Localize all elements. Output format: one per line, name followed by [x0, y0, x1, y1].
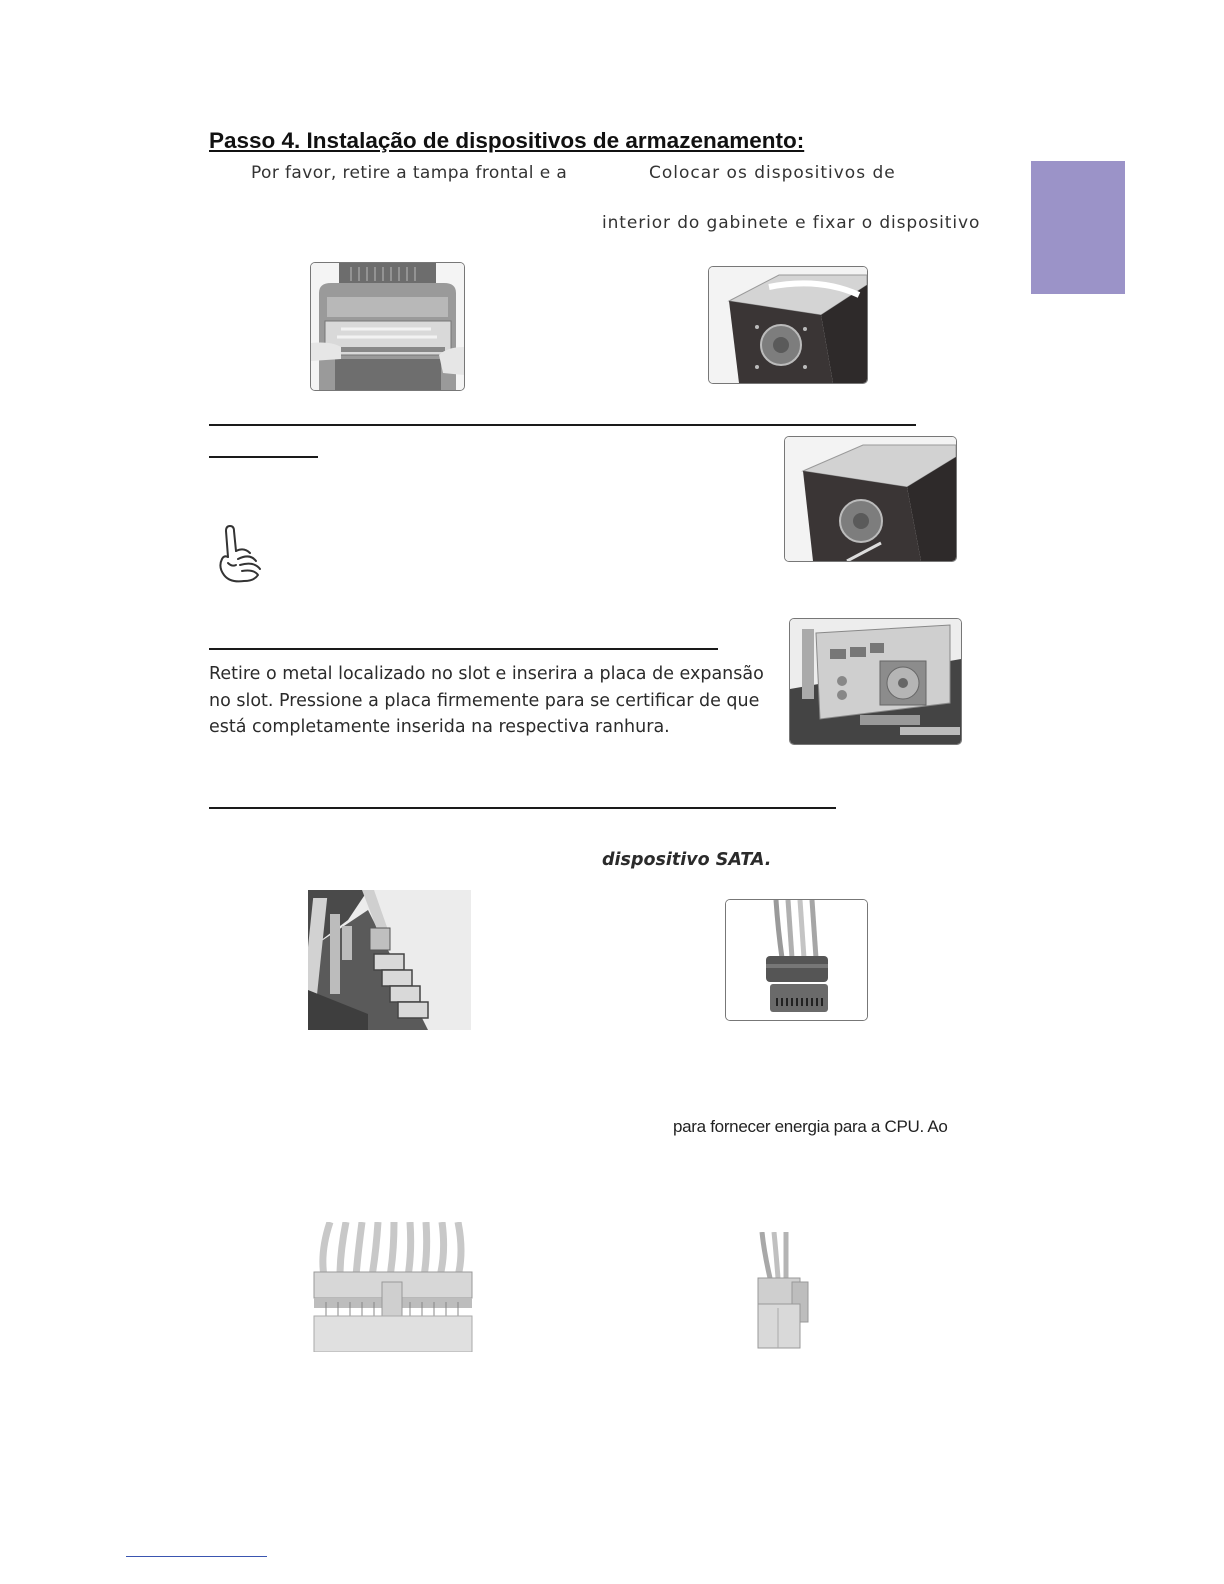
chassis-screw-image — [784, 436, 957, 562]
intro-left-text: Por favor, retire a tampa frontal e a — [251, 163, 568, 183]
cpu-power-image — [748, 1232, 812, 1356]
chassis-side-image — [708, 266, 868, 384]
section-rule — [209, 424, 916, 426]
expansion-card-image — [789, 618, 962, 745]
expansion-line-2: no slot. Pressione a placa firmemente para se certificar de que — [209, 690, 760, 711]
page-title: Passo 4. Instalação de dispositivos de armazenamento: — [209, 128, 805, 153]
intro-right-text-1: Colocar os dispositivos de — [649, 163, 896, 183]
pointing-hand-icon — [214, 523, 268, 585]
expansion-line-3: está completamente inserida na respectiva ranhura. — [209, 717, 670, 737]
section-rule-short — [209, 456, 318, 458]
atx-power-image — [310, 1222, 476, 1352]
expansion-text — [209, 661, 764, 741]
footer-link-underline[interactable] — [126, 1556, 267, 1557]
intro-right-text-2: interior do gabinete e fixar o dispositivo — [602, 213, 981, 233]
cpu-power-text: para fornecer energia para a CPU. Ao — [673, 1117, 948, 1136]
section-tab — [1031, 161, 1125, 294]
sata-label: dispositivo SATA. — [602, 850, 772, 870]
section-rule-expansion — [209, 648, 718, 650]
section-rule-sata — [209, 807, 836, 809]
sata-ports-image — [308, 890, 471, 1030]
sata-power-image — [725, 899, 868, 1021]
front-bay-image — [310, 262, 465, 391]
expansion-line-1: Retire o metal localizado no slot e inserira a placa de expansão — [209, 664, 764, 684]
